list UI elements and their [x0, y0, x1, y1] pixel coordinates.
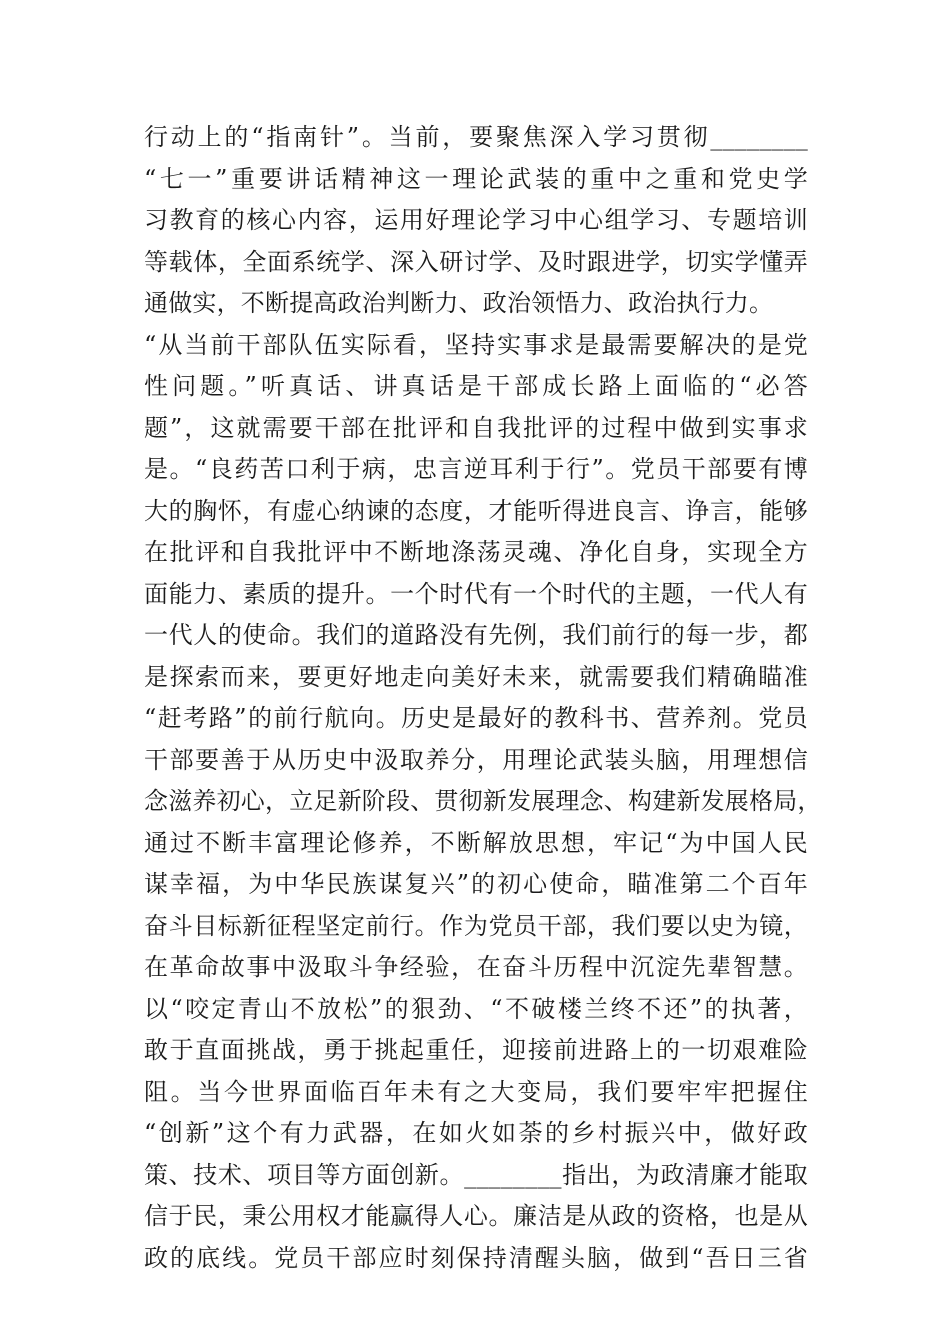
text-line: 行动上的“指南针”。当前，要聚焦深入学习贯彻________	[144, 123, 808, 151]
text-line: 等载体，全面系统学、深入研讨学、及时跟进学，切实学懂弄	[144, 247, 808, 276]
text-line: 面能力、素质的提升。一个时代有一个时代的主题，一代人有	[144, 579, 808, 608]
text-line: 题”，这就需要干部在批评和自我批评的过程中做到实事求	[144, 413, 808, 442]
text-line: 习教育的核心内容，运用好理论学习中心组学习、专题培训	[144, 206, 808, 234]
text-line: “创新”这个有力武器，在如火如荼的乡村振兴中，做好政	[144, 1119, 808, 1147]
text-line: 一代人的使命。我们的道路没有先例，我们前行的每一步，都	[144, 621, 808, 649]
text-line: 通做实，不断提高政治判断力、政治领悟力、政治执行力。	[144, 289, 774, 317]
text-line: 策、技术、项目等方面创新。________指出，为政清廉才能取	[144, 1160, 808, 1189]
text-line: 信于民，秉公用权才能赢得人心。廉洁是从政的资格，也是从	[144, 1202, 808, 1230]
text-line: “从当前干部队伍实际看，坚持实事求是最需要解决的是党	[144, 330, 808, 359]
text-line: 谋幸福，为中华民族谋复兴”的初心使命，瞄准第二个百年	[144, 870, 808, 898]
text-line: 政的底线。党员干部应时刻保持清醒头脑，做到“吾日三省	[144, 1243, 808, 1272]
text-line: “七一”重要讲话精神这一理论武装的重中之重和党史学	[144, 164, 808, 193]
text-line: 是。“良药苦口利于病，忠言逆耳利于行”。党员干部要有博	[144, 455, 808, 483]
text-line: 奋斗目标新征程坚定前行。作为党员干部，我们要以史为镜，	[144, 911, 808, 940]
document-page	[144, 117, 822, 1279]
text-line: 通过不断丰富理论修养，不断解放思想，牢记“为中国人民	[144, 828, 808, 857]
text-line: 性问题。”听真话、讲真话是干部成长路上面临的“必答	[144, 372, 808, 400]
text-line: 在革命故事中汲取斗争经验，在奋斗历程中沉淀先辈智慧。	[144, 953, 808, 981]
text-line: 是探索而来，要更好地走向美好未来，就需要我们精确瞄准	[144, 662, 808, 691]
text-line: 在批评和自我批评中不断地涤荡灵魂、净化自身，实现全方	[144, 538, 808, 566]
text-line: 以“咬定青山不放松”的狠劲、“不破楼兰终不还”的执著，	[144, 994, 808, 1023]
text-line: 大的胸怀，有虚心纳谏的态度，才能听得进良言、诤言，能够	[144, 496, 808, 525]
text-line: 阻。当今世界面临百年未有之大变局，我们要牢牢把握住	[144, 1077, 808, 1106]
text-line: “赶考路”的前行航向。历史是最好的教科书、营养剂。党员	[144, 704, 808, 732]
text-line: 干部要善于从历史中汲取养分，用理论武装头脑，用理想信	[144, 745, 808, 774]
text-line: 念滋养初心，立足新阶段、贯彻新发展理念、构建新发展格局，	[144, 787, 822, 815]
text-line: 敢于直面挑战，勇于挑起重任，迎接前进路上的一切艰难险	[144, 1036, 808, 1064]
